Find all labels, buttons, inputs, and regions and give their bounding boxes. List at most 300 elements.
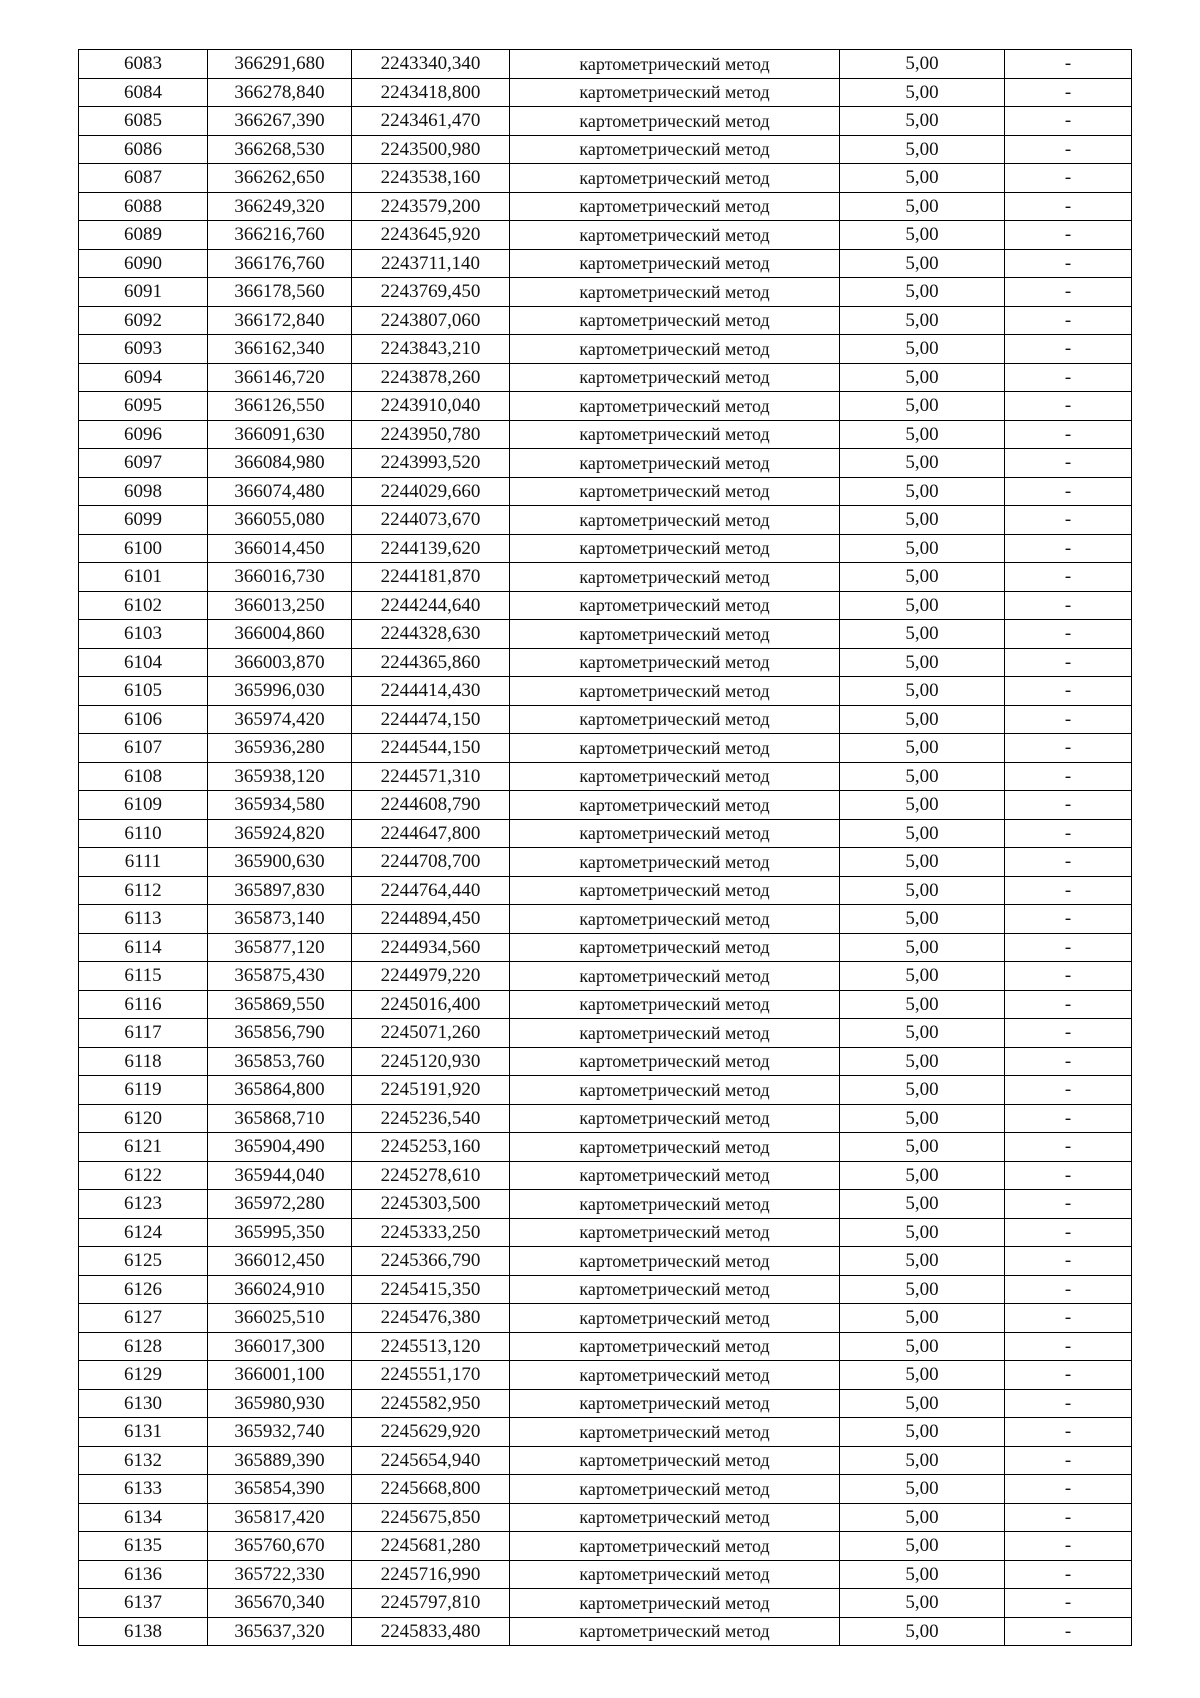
table-row	[79, 819, 1132, 848]
table-row	[79, 1446, 1132, 1475]
cell-accuracy: 5,00	[840, 449, 1005, 478]
table-row	[79, 1133, 1132, 1162]
cell-x-coordinate: 365864,800	[208, 1076, 352, 1105]
cell-note: -	[1005, 249, 1132, 278]
cell-note: -	[1005, 449, 1132, 478]
cell-method: картометрический метод	[510, 876, 840, 905]
cell-accuracy: 5,00	[840, 1190, 1005, 1219]
cell-method: картометрический метод	[510, 990, 840, 1019]
cell-accuracy: 5,00	[840, 534, 1005, 563]
cell-point-number: 6120	[79, 1104, 208, 1133]
cell-note: -	[1005, 221, 1132, 250]
cell-method: картометрический метод	[510, 1475, 840, 1504]
cell-note: -	[1005, 278, 1132, 307]
table-row	[79, 363, 1132, 392]
table-row	[79, 1047, 1132, 1076]
cell-method: картометрический метод	[510, 506, 840, 535]
table-row	[79, 1161, 1132, 1190]
cell-point-number: 6127	[79, 1304, 208, 1333]
cell-note: -	[1005, 1389, 1132, 1418]
cell-x-coordinate: 366091,630	[208, 420, 352, 449]
cell-y-coordinate: 2244244,640	[352, 591, 510, 620]
cell-point-number: 6088	[79, 192, 208, 221]
cell-y-coordinate: 2244708,700	[352, 848, 510, 877]
cell-y-coordinate: 2244608,790	[352, 791, 510, 820]
cell-point-number: 6084	[79, 78, 208, 107]
cell-accuracy: 5,00	[840, 306, 1005, 335]
cell-accuracy: 5,00	[840, 363, 1005, 392]
cell-method: картометрический метод	[510, 1247, 840, 1276]
cell-y-coordinate: 2243500,980	[352, 135, 510, 164]
cell-note: -	[1005, 1560, 1132, 1589]
cell-point-number: 6093	[79, 335, 208, 364]
cell-y-coordinate: 2244414,430	[352, 677, 510, 706]
cell-point-number: 6102	[79, 591, 208, 620]
cell-method: картометрический метод	[510, 591, 840, 620]
cell-method: картометрический метод	[510, 1418, 840, 1447]
cell-accuracy: 5,00	[840, 990, 1005, 1019]
cell-point-number: 6131	[79, 1418, 208, 1447]
cell-method: картометрический метод	[510, 249, 840, 278]
cell-x-coordinate: 366216,760	[208, 221, 352, 250]
table-row	[79, 477, 1132, 506]
cell-y-coordinate: 2244365,860	[352, 648, 510, 677]
cell-method: картометрический метод	[510, 420, 840, 449]
cell-accuracy: 5,00	[840, 1589, 1005, 1618]
cell-x-coordinate: 365938,120	[208, 762, 352, 791]
cell-point-number: 6100	[79, 534, 208, 563]
cell-accuracy: 5,00	[840, 477, 1005, 506]
cell-method: картометрический метод	[510, 534, 840, 563]
table-row	[79, 278, 1132, 307]
cell-y-coordinate: 2245551,170	[352, 1361, 510, 1390]
cell-point-number: 6110	[79, 819, 208, 848]
cell-y-coordinate: 2244139,620	[352, 534, 510, 563]
table-row	[79, 591, 1132, 620]
cell-x-coordinate: 366013,250	[208, 591, 352, 620]
cell-x-coordinate: 366025,510	[208, 1304, 352, 1333]
cell-point-number: 6089	[79, 221, 208, 250]
cell-note: -	[1005, 1190, 1132, 1219]
cell-y-coordinate: 2245476,380	[352, 1304, 510, 1333]
cell-note: -	[1005, 762, 1132, 791]
cell-method: картометрический метод	[510, 1218, 840, 1247]
cell-note: -	[1005, 534, 1132, 563]
cell-method: картометрический метод	[510, 1389, 840, 1418]
cell-note: -	[1005, 420, 1132, 449]
cell-point-number: 6136	[79, 1560, 208, 1589]
cell-accuracy: 5,00	[840, 278, 1005, 307]
cell-note: -	[1005, 819, 1132, 848]
cell-method: картометрический метод	[510, 791, 840, 820]
cell-note: -	[1005, 1532, 1132, 1561]
cell-accuracy: 5,00	[840, 762, 1005, 791]
cell-y-coordinate: 2245681,280	[352, 1532, 510, 1561]
cell-accuracy: 5,00	[840, 620, 1005, 649]
cell-x-coordinate: 365670,340	[208, 1589, 352, 1618]
cell-note: -	[1005, 335, 1132, 364]
cell-method: картометрический метод	[510, 278, 840, 307]
cell-y-coordinate: 2243993,520	[352, 449, 510, 478]
cell-note: -	[1005, 50, 1132, 79]
cell-accuracy: 5,00	[840, 1304, 1005, 1333]
table-row	[79, 392, 1132, 421]
table-row	[79, 1389, 1132, 1418]
table-row	[79, 563, 1132, 592]
cell-point-number: 6101	[79, 563, 208, 592]
table-row	[79, 677, 1132, 706]
cell-x-coordinate: 366014,450	[208, 534, 352, 563]
cell-accuracy: 5,00	[840, 1617, 1005, 1646]
cell-point-number: 6116	[79, 990, 208, 1019]
table-row	[79, 734, 1132, 763]
cell-method: картометрический метод	[510, 1532, 840, 1561]
cell-y-coordinate: 2243418,800	[352, 78, 510, 107]
table-row	[79, 1275, 1132, 1304]
table-row	[79, 192, 1132, 221]
cell-accuracy: 5,00	[840, 1247, 1005, 1276]
cell-y-coordinate: 2243843,210	[352, 335, 510, 364]
cell-accuracy: 5,00	[840, 734, 1005, 763]
cell-point-number: 6124	[79, 1218, 208, 1247]
cell-note: -	[1005, 506, 1132, 535]
cell-accuracy: 5,00	[840, 1361, 1005, 1390]
table-row	[79, 1503, 1132, 1532]
table-row	[79, 249, 1132, 278]
cell-point-number: 6119	[79, 1076, 208, 1105]
cell-x-coordinate: 365944,040	[208, 1161, 352, 1190]
cell-method: картометрический метод	[510, 363, 840, 392]
coordinates-table	[78, 49, 1132, 1646]
table-row	[79, 1532, 1132, 1561]
cell-accuracy: 5,00	[840, 819, 1005, 848]
cell-y-coordinate: 2245513,120	[352, 1332, 510, 1361]
cell-y-coordinate: 2244474,150	[352, 705, 510, 734]
cell-y-coordinate: 2244894,450	[352, 905, 510, 934]
cell-y-coordinate: 2244647,800	[352, 819, 510, 848]
cell-x-coordinate: 365980,930	[208, 1389, 352, 1418]
cell-point-number: 6095	[79, 392, 208, 421]
cell-point-number: 6122	[79, 1161, 208, 1190]
cell-x-coordinate: 366278,840	[208, 78, 352, 107]
cell-note: -	[1005, 1617, 1132, 1646]
cell-y-coordinate: 2243910,040	[352, 392, 510, 421]
cell-method: картометрический метод	[510, 1133, 840, 1162]
cell-y-coordinate: 2245333,250	[352, 1218, 510, 1247]
cell-y-coordinate: 2243340,340	[352, 50, 510, 79]
cell-y-coordinate: 2245668,800	[352, 1475, 510, 1504]
cell-note: -	[1005, 392, 1132, 421]
cell-y-coordinate: 2243711,140	[352, 249, 510, 278]
cell-x-coordinate: 366249,320	[208, 192, 352, 221]
cell-method: картометрический метод	[510, 1275, 840, 1304]
cell-note: -	[1005, 1161, 1132, 1190]
cell-method: картометрический метод	[510, 705, 840, 734]
cell-x-coordinate: 366176,760	[208, 249, 352, 278]
table-row	[79, 1104, 1132, 1133]
cell-x-coordinate: 365854,390	[208, 1475, 352, 1504]
cell-y-coordinate: 2245278,610	[352, 1161, 510, 1190]
cell-note: -	[1005, 591, 1132, 620]
cell-method: картометрический метод	[510, 848, 840, 877]
table-row	[79, 449, 1132, 478]
cell-x-coordinate: 366178,560	[208, 278, 352, 307]
cell-y-coordinate: 2245303,500	[352, 1190, 510, 1219]
cell-note: -	[1005, 135, 1132, 164]
cell-x-coordinate: 365868,710	[208, 1104, 352, 1133]
cell-accuracy: 5,00	[840, 876, 1005, 905]
cell-point-number: 6123	[79, 1190, 208, 1219]
cell-note: -	[1005, 734, 1132, 763]
cell-point-number: 6135	[79, 1532, 208, 1561]
cell-method: картометрический метод	[510, 1617, 840, 1646]
cell-point-number: 6107	[79, 734, 208, 763]
cell-point-number: 6086	[79, 135, 208, 164]
cell-accuracy: 5,00	[840, 1560, 1005, 1589]
cell-accuracy: 5,00	[840, 135, 1005, 164]
cell-method: картометрический метод	[510, 1503, 840, 1532]
cell-y-coordinate: 2244181,870	[352, 563, 510, 592]
cell-accuracy: 5,00	[840, 107, 1005, 136]
cell-point-number: 6138	[79, 1617, 208, 1646]
cell-method: картометрический метод	[510, 734, 840, 763]
table-row	[79, 1019, 1132, 1048]
cell-accuracy: 5,00	[840, 1218, 1005, 1247]
table-row	[79, 1218, 1132, 1247]
table-row	[79, 876, 1132, 905]
cell-method: картометрический метод	[510, 962, 840, 991]
cell-x-coordinate: 366074,480	[208, 477, 352, 506]
table-row	[79, 335, 1132, 364]
cell-method: картометрический метод	[510, 135, 840, 164]
cell-x-coordinate: 366055,080	[208, 506, 352, 535]
cell-note: -	[1005, 990, 1132, 1019]
cell-note: -	[1005, 962, 1132, 991]
cell-point-number: 6117	[79, 1019, 208, 1048]
cell-y-coordinate: 2245797,810	[352, 1589, 510, 1618]
cell-x-coordinate: 365760,670	[208, 1532, 352, 1561]
cell-y-coordinate: 2243878,260	[352, 363, 510, 392]
cell-y-coordinate: 2245833,480	[352, 1617, 510, 1646]
cell-x-coordinate: 365889,390	[208, 1446, 352, 1475]
cell-point-number: 6112	[79, 876, 208, 905]
cell-y-coordinate: 2245016,400	[352, 990, 510, 1019]
cell-accuracy: 5,00	[840, 335, 1005, 364]
cell-accuracy: 5,00	[840, 1161, 1005, 1190]
cell-accuracy: 5,00	[840, 164, 1005, 193]
cell-x-coordinate: 366146,720	[208, 363, 352, 392]
cell-accuracy: 5,00	[840, 249, 1005, 278]
cell-point-number: 6097	[79, 449, 208, 478]
cell-method: картометрический метод	[510, 819, 840, 848]
cell-x-coordinate: 365995,350	[208, 1218, 352, 1247]
document-page	[78, 49, 1132, 1646]
table-row	[79, 306, 1132, 335]
cell-y-coordinate: 2245191,920	[352, 1076, 510, 1105]
table-row	[79, 905, 1132, 934]
cell-y-coordinate: 2244073,670	[352, 506, 510, 535]
cell-point-number: 6103	[79, 620, 208, 649]
cell-point-number: 6104	[79, 648, 208, 677]
cell-method: картометрический метод	[510, 1361, 840, 1390]
cell-note: -	[1005, 1247, 1132, 1276]
table-row	[79, 1361, 1132, 1390]
cell-x-coordinate: 365934,580	[208, 791, 352, 820]
cell-note: -	[1005, 1304, 1132, 1333]
table-row	[79, 50, 1132, 79]
cell-note: -	[1005, 1133, 1132, 1162]
cell-accuracy: 5,00	[840, 1532, 1005, 1561]
cell-note: -	[1005, 1076, 1132, 1105]
cell-note: -	[1005, 1275, 1132, 1304]
cell-x-coordinate: 366162,340	[208, 335, 352, 364]
cell-accuracy: 5,00	[840, 1047, 1005, 1076]
cell-note: -	[1005, 1218, 1132, 1247]
table-row	[79, 648, 1132, 677]
cell-note: -	[1005, 1503, 1132, 1532]
table-row	[79, 506, 1132, 535]
cell-note: -	[1005, 1446, 1132, 1475]
cell-point-number: 6113	[79, 905, 208, 934]
cell-accuracy: 5,00	[840, 705, 1005, 734]
cell-method: картометрический метод	[510, 1076, 840, 1105]
cell-note: -	[1005, 648, 1132, 677]
cell-y-coordinate: 2244544,150	[352, 734, 510, 763]
table-row	[79, 1475, 1132, 1504]
cell-accuracy: 5,00	[840, 1475, 1005, 1504]
cell-accuracy: 5,00	[840, 1104, 1005, 1133]
cell-y-coordinate: 2245120,930	[352, 1047, 510, 1076]
table-row	[79, 1304, 1132, 1333]
cell-x-coordinate: 366267,390	[208, 107, 352, 136]
cell-accuracy: 5,00	[840, 221, 1005, 250]
cell-method: картометрический метод	[510, 1019, 840, 1048]
cell-method: картометрический метод	[510, 449, 840, 478]
cell-note: -	[1005, 620, 1132, 649]
cell-method: картометрический метод	[510, 335, 840, 364]
cell-y-coordinate: 2243645,920	[352, 221, 510, 250]
cell-note: -	[1005, 477, 1132, 506]
cell-x-coordinate: 365904,490	[208, 1133, 352, 1162]
cell-y-coordinate: 2245675,850	[352, 1503, 510, 1532]
cell-y-coordinate: 2244029,660	[352, 477, 510, 506]
cell-point-number: 6115	[79, 962, 208, 991]
cell-y-coordinate: 2245366,790	[352, 1247, 510, 1276]
cell-point-number: 6125	[79, 1247, 208, 1276]
cell-method: картометрический метод	[510, 78, 840, 107]
table-row	[79, 1418, 1132, 1447]
cell-method: картометрический метод	[510, 392, 840, 421]
cell-y-coordinate: 2245236,540	[352, 1104, 510, 1133]
cell-point-number: 6094	[79, 363, 208, 392]
cell-point-number: 6133	[79, 1475, 208, 1504]
cell-method: картометрический метод	[510, 477, 840, 506]
cell-accuracy: 5,00	[840, 1133, 1005, 1162]
cell-x-coordinate: 366172,840	[208, 306, 352, 335]
table-row	[79, 933, 1132, 962]
cell-accuracy: 5,00	[840, 506, 1005, 535]
cell-y-coordinate: 2244934,560	[352, 933, 510, 962]
cell-note: -	[1005, 306, 1132, 335]
cell-method: картометрический метод	[510, 192, 840, 221]
table-row	[79, 1560, 1132, 1589]
cell-point-number: 6111	[79, 848, 208, 877]
cell-y-coordinate: 2244328,630	[352, 620, 510, 649]
cell-method: картометрический метод	[510, 306, 840, 335]
cell-note: -	[1005, 192, 1132, 221]
cell-point-number: 6083	[79, 50, 208, 79]
cell-x-coordinate: 365637,320	[208, 1617, 352, 1646]
cell-x-coordinate: 365853,760	[208, 1047, 352, 1076]
cell-method: картометрический метод	[510, 1332, 840, 1361]
cell-point-number: 6091	[79, 278, 208, 307]
cell-x-coordinate: 365869,550	[208, 990, 352, 1019]
cell-accuracy: 5,00	[840, 1389, 1005, 1418]
cell-accuracy: 5,00	[840, 591, 1005, 620]
table-row	[79, 107, 1132, 136]
cell-x-coordinate: 366291,680	[208, 50, 352, 79]
cell-method: картометрический метод	[510, 648, 840, 677]
cell-note: -	[1005, 876, 1132, 905]
cell-point-number: 6108	[79, 762, 208, 791]
cell-point-number: 6121	[79, 1133, 208, 1162]
cell-note: -	[1005, 1047, 1132, 1076]
cell-y-coordinate: 2245654,940	[352, 1446, 510, 1475]
cell-accuracy: 5,00	[840, 1332, 1005, 1361]
cell-y-coordinate: 2244979,220	[352, 962, 510, 991]
cell-point-number: 6130	[79, 1389, 208, 1418]
cell-y-coordinate: 2245253,160	[352, 1133, 510, 1162]
cell-point-number: 6105	[79, 677, 208, 706]
cell-y-coordinate: 2243807,060	[352, 306, 510, 335]
cell-note: -	[1005, 78, 1132, 107]
cell-y-coordinate: 2245582,950	[352, 1389, 510, 1418]
cell-point-number: 6096	[79, 420, 208, 449]
cell-note: -	[1005, 1418, 1132, 1447]
cell-accuracy: 5,00	[840, 905, 1005, 934]
cell-method: картометрический метод	[510, 563, 840, 592]
cell-point-number: 6128	[79, 1332, 208, 1361]
table-row	[79, 1247, 1132, 1276]
cell-x-coordinate: 365974,420	[208, 705, 352, 734]
cell-x-coordinate: 366024,910	[208, 1275, 352, 1304]
cell-x-coordinate: 366003,870	[208, 648, 352, 677]
cell-accuracy: 5,00	[840, 192, 1005, 221]
cell-y-coordinate: 2245071,260	[352, 1019, 510, 1048]
cell-y-coordinate: 2243950,780	[352, 420, 510, 449]
cell-y-coordinate: 2245629,920	[352, 1418, 510, 1447]
cell-note: -	[1005, 1475, 1132, 1504]
cell-method: картометрический метод	[510, 762, 840, 791]
cell-y-coordinate: 2243579,200	[352, 192, 510, 221]
cell-y-coordinate: 2243769,450	[352, 278, 510, 307]
cell-note: -	[1005, 563, 1132, 592]
table-row	[79, 1332, 1132, 1361]
cell-point-number: 6134	[79, 1503, 208, 1532]
table-row	[79, 221, 1132, 250]
cell-note: -	[1005, 705, 1132, 734]
coordinates-table-body	[79, 50, 1132, 1646]
cell-point-number: 6132	[79, 1446, 208, 1475]
cell-accuracy: 5,00	[840, 933, 1005, 962]
cell-accuracy: 5,00	[840, 648, 1005, 677]
cell-method: картометрический метод	[510, 107, 840, 136]
cell-accuracy: 5,00	[840, 1446, 1005, 1475]
cell-note: -	[1005, 1589, 1132, 1618]
cell-note: -	[1005, 1332, 1132, 1361]
cell-point-number: 6106	[79, 705, 208, 734]
cell-accuracy: 5,00	[840, 677, 1005, 706]
